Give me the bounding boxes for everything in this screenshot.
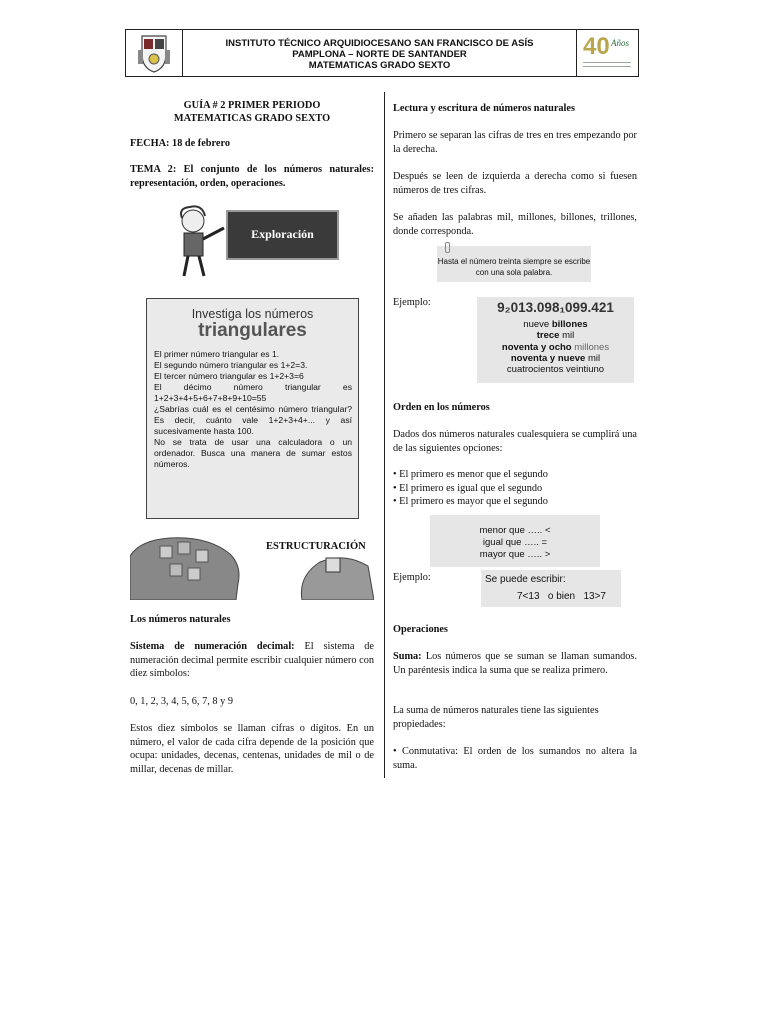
note-text: Hasta el número treinta siempre se escribe con una sola palabra. xyxy=(437,257,591,277)
school-shield-logo xyxy=(126,30,183,76)
tema-line: TEMA 2: El conjunto de los números naturales: representación, orden, operaciones. xyxy=(130,164,374,189)
fecha-line: FECHA: 18 de febrero xyxy=(130,138,230,149)
orden-bullets xyxy=(393,468,637,509)
lectura-title: Lectura y escritura de números naturales xyxy=(393,103,575,114)
investiga-text xyxy=(154,349,352,470)
exploracion-label: Exploración xyxy=(251,227,314,241)
exploracion-board xyxy=(226,210,339,260)
example-line-1: nueve billones xyxy=(523,319,588,330)
guide-title-line-1: GUÍA # 2 PRIMER PERIODO xyxy=(183,100,321,111)
header-title xyxy=(183,38,576,71)
orden-bullet: • El primero es menor que el segundo xyxy=(393,469,548,480)
example-line-3: noventa y ocho millones xyxy=(501,341,610,353)
document-header xyxy=(125,29,639,77)
ejemplo-label-1: Ejemplo: xyxy=(393,297,431,308)
investiga-line: No se trata de usar una calculadora o un ordenador. Busca una manera de sumar estos números. xyxy=(154,437,352,469)
orden-bullet: • El primero es igual que el segundo xyxy=(393,482,543,494)
escribir-card xyxy=(481,570,621,607)
paperclip-icon xyxy=(445,242,450,253)
exploracion-illustration xyxy=(160,204,342,280)
orden-bullet: • El primero es mayor que el segundo xyxy=(393,496,548,508)
lectura-p2: Después se leen de izquierda a derecha como si fuesen números de tres cifras. xyxy=(393,171,637,196)
header-line-2: PAMPLONA – NORTE DE SANTANDER xyxy=(292,49,467,60)
digits-line: 0, 1, 2, 3, 4, 5, 6, 7, 8 y 9 xyxy=(130,696,233,707)
investiga-line: El primer número triangular es 1. xyxy=(154,349,280,359)
investiga-line: El décimo número triangular es 1+2+3+4+5+6+7+8+9+10=55 xyxy=(154,382,352,403)
anniversary-logo xyxy=(576,30,638,76)
conmutativa-paragraph: • Conmutativa: El orden de los sumandos no altera la suma. xyxy=(393,746,637,771)
investiga-line: El tercer número triangular es 1+2+3=6 xyxy=(154,371,304,381)
example-line-5: cuatrocientos veintiuno xyxy=(506,364,605,376)
example-number: 9₂013.098₁099.421 xyxy=(497,300,614,315)
suma-text: Los números que se suman se llaman sumandos. Un paréntesis indica la suma que se realiza primero. xyxy=(393,651,637,676)
escribir-line-1: Se puede escribir: xyxy=(485,574,566,585)
ejemplo-label-2: Ejemplo: xyxy=(393,572,431,583)
comparison-card xyxy=(430,515,600,567)
lectura-p1: Primero se separan las cifras de tres en tres empezando por la derecha. xyxy=(393,130,637,155)
suma-bold: Suma: xyxy=(393,651,422,662)
investiga-box xyxy=(146,298,359,519)
comparison-line: igual que ….. = xyxy=(482,537,548,548)
suma-paragraph xyxy=(393,650,637,677)
orden-paragraph: Dados dos números naturales cualesquiera se cumplirá una de las siguientes opciones: xyxy=(393,429,637,454)
anniversary-number: 40 xyxy=(583,33,610,60)
example-number-box xyxy=(477,297,634,383)
operaciones-title: Operaciones xyxy=(393,624,448,635)
cifras-paragraph: Estos diez símbolos se llaman cifras o dígitos. En un número, el valor de cada cifra depende de la posición que ocupa: unidades, decenas, centenas, unidades de mil o de millar, decenas de millar. xyxy=(130,723,374,775)
lectura-p3: Se añaden las palabras mil, millones, billones, trillones, donde corresponda. xyxy=(393,212,637,237)
column-divider xyxy=(384,92,385,778)
orden-title: Orden en los números xyxy=(393,402,490,413)
escribir-line-2: 7<13 o bien 13>7 xyxy=(517,591,606,602)
guide-title xyxy=(130,99,374,125)
comparison-line: menor que ….. < xyxy=(479,525,551,536)
estructuracion-label: ESTRUCTURACIÓN xyxy=(266,541,366,552)
note-card xyxy=(437,246,591,282)
investiga-title-1: Investiga los números xyxy=(191,307,314,321)
investiga-line: El segundo número triangular es 1+2=3. xyxy=(154,360,308,370)
sistema-text: El sistema de numeración decimal permite escribir cualquier número con diez símbolos: xyxy=(130,641,374,680)
example-line-2: trece mil xyxy=(536,330,575,342)
naturales-title: Los números naturales xyxy=(130,614,231,625)
anniversary-word: Años xyxy=(611,38,629,48)
propiedades-paragraph: La suma de números naturales tiene las siguientes propiedades: xyxy=(393,705,599,730)
header-line-1: INSTITUTO TÉCNICO ARQUIDIOCESANO SAN FRANCISCO DE ASÍS xyxy=(225,38,534,49)
investiga-line: ¿Sabrías cuál es el centésimo número triangular? Es decir, cuánto vale 1+2+3+4+... y así sucesivamente hasta 100. xyxy=(154,404,352,436)
investiga-title-2: triangulares xyxy=(198,320,307,341)
estructuracion-banner xyxy=(130,536,374,600)
header-line-3: MATEMATICAS GRADO SEXTO xyxy=(308,60,451,71)
example-line-4: noventa y nueve mil xyxy=(510,352,601,364)
comparison-line: mayor que ….. > xyxy=(479,549,551,560)
sistema-paragraph xyxy=(130,640,374,681)
guide-title-line-2: MATEMATICAS GRADO SEXTO xyxy=(173,112,331,124)
sistema-bold: Sistema de numeración decimal: xyxy=(130,641,295,652)
